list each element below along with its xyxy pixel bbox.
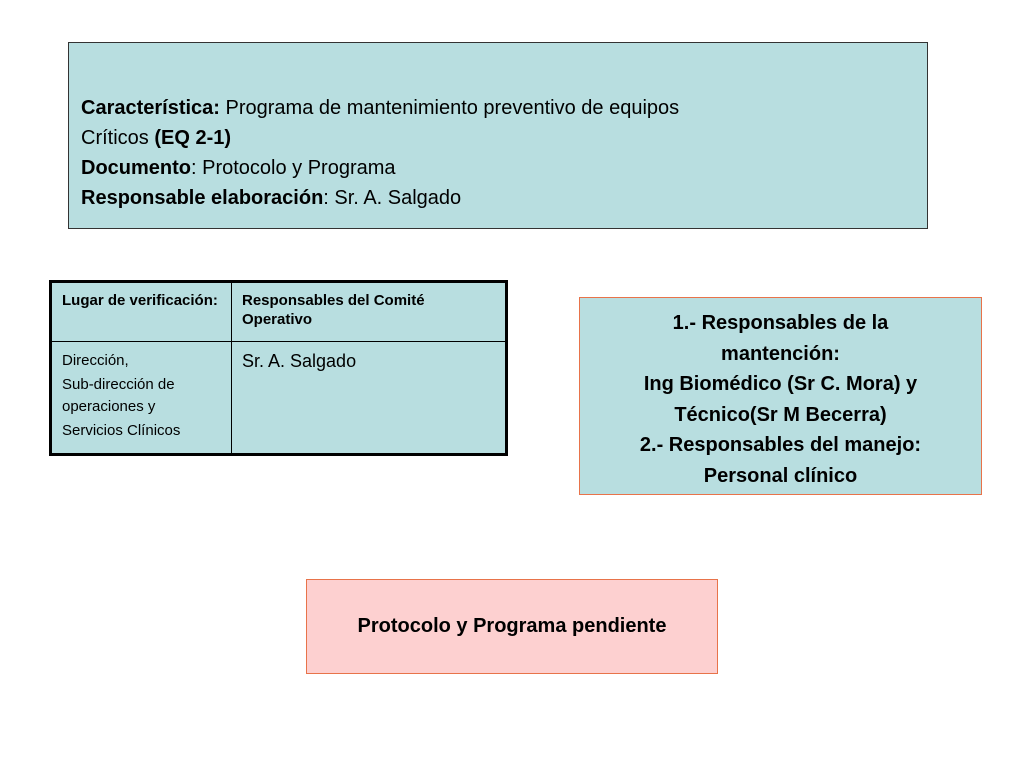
maintenance-line: Ing Biomédico (Sr C. Mora) y	[643, 373, 918, 396]
characteristic-line-2	[81, 123, 927, 153]
maintenance-line: 2.- Responsables del manejo:	[639, 434, 922, 457]
pending-status-text: Protocolo y Programa pendiente	[357, 615, 667, 637]
committee-responsible-cell: Sr. A. Salgado	[232, 342, 507, 455]
maintenance-responsibles-box	[579, 297, 982, 495]
maintenance-line: Técnico(Sr M Becerra)	[674, 403, 887, 426]
responsible-line	[81, 183, 927, 213]
document-value: : Protocolo y Programa	[191, 157, 396, 179]
responsible-value: : Sr. A. Salgado	[323, 187, 462, 209]
header-verification-place: Lugar de verificación:	[51, 282, 232, 342]
characteristic-line	[81, 93, 927, 123]
verification-table	[49, 280, 508, 456]
characteristic-value-continued: Críticos	[81, 127, 155, 149]
pending-status-box	[306, 579, 718, 674]
place-item: Dirección,	[62, 352, 129, 369]
table-row	[51, 342, 507, 455]
maintenance-line: 1.- Responsables de la	[672, 312, 889, 334]
responsible-label: Responsable elaboración	[81, 187, 324, 209]
maintenance-line: Personal clínico	[703, 464, 858, 487]
place-item: Servicios Clínicos	[62, 422, 181, 439]
maintenance-line: mantención:	[721, 342, 840, 365]
verification-places-cell	[51, 342, 232, 455]
table-header-row	[51, 282, 507, 342]
header-committee-responsible: Responsables del Comité Operativo	[232, 282, 507, 342]
characteristic-info-box	[68, 42, 928, 229]
document-line	[81, 153, 927, 183]
characteristic-label: Característica:	[81, 97, 220, 119]
characteristic-code: (EQ 2-1)	[154, 127, 232, 149]
place-item: Sub-dirección de operaciones y	[62, 376, 175, 415]
document-label: Documento	[81, 157, 191, 179]
characteristic-value: Programa de mantenimiento preventivo de equipos	[219, 97, 680, 119]
